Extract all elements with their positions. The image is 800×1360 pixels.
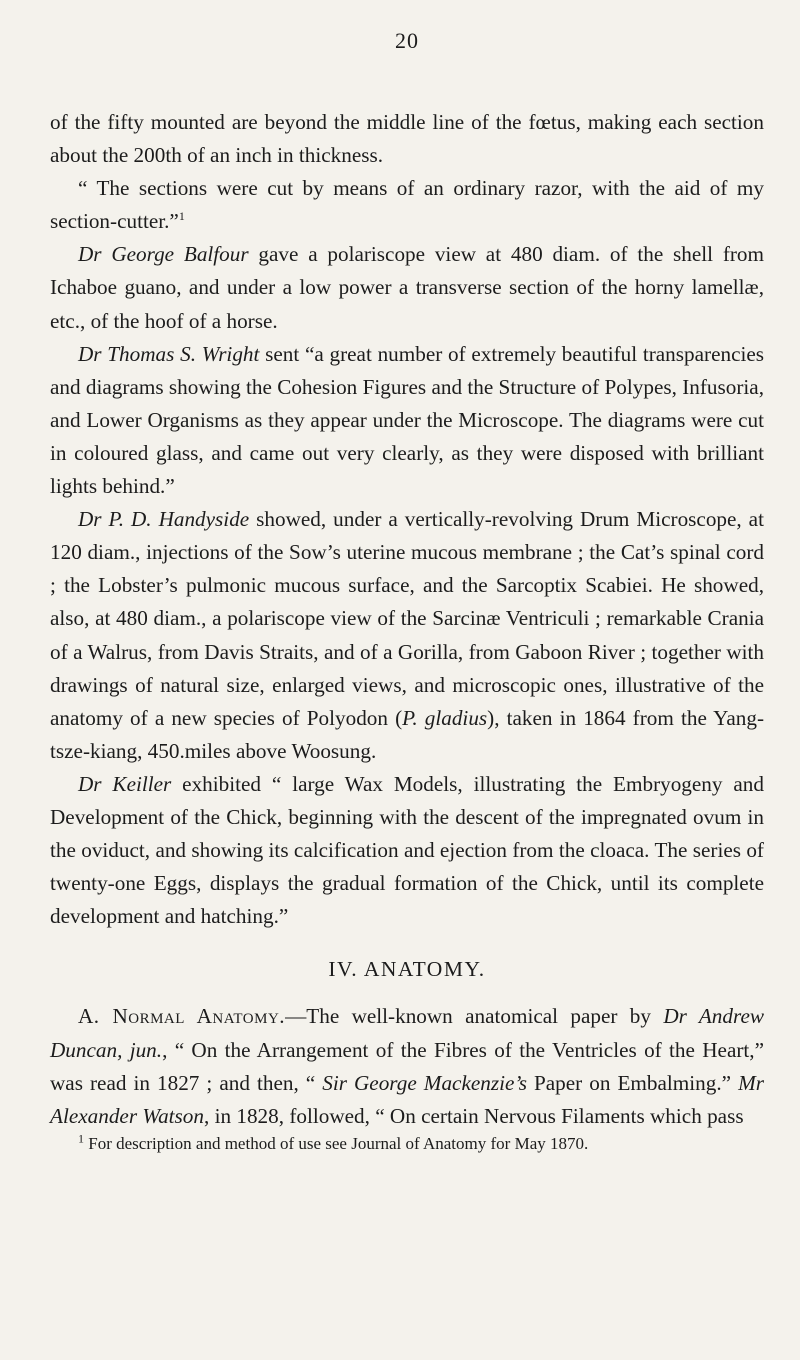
paragraph-handyside	[50, 503, 764, 768]
section-heading-anatomy: IV. ANATOMY.	[328, 957, 486, 982]
paragraph-text: —The well-known anatomical paper by	[285, 1004, 664, 1029]
paragraph-section-cutter-quote	[50, 172, 764, 238]
person-name: Dr George Balfour	[78, 242, 249, 267]
paragraph-keiller	[50, 768, 764, 933]
paragraph-text: showed, under a vertically-revolving Drum Microscope, at 120 diam., injections of the Sow’s uterine mucous membrane ; the Cat’s spinal cord ; the Lobster’s pulmonic mucous surface, and the Sarcoptix Scabiei. He showed, also, at 480 diam., a polariscope view of the Sarcinæ Ventriculi ; remarkable Crania of a Walrus, from Davis Straits, and of a Gorilla, from Gaboon River ; together with drawings of natural size, enlarged views, and microscopic ones, illustrative of the anatomy of a new species of Polyodon (	[50, 507, 764, 730]
footnote-reference: 1	[178, 209, 185, 224]
subsection-label: A. Normal Anatomy.	[78, 1004, 286, 1029]
paragraph-text: “ The sections were cut by means of an ordinary razor, with the aid of my section-cutter.”	[50, 176, 764, 234]
person-name: Dr Andrew Duncan, jun.	[50, 1004, 764, 1062]
footnote-text: For description and method of use see Journal of Anatomy for May 1870.	[84, 1133, 589, 1153]
footnote	[50, 1133, 764, 1155]
paragraph-text: , in 1828, followed, “ On certain Nervous Filaments which pass	[203, 1103, 744, 1128]
paragraph-text: , “ On the Arrangement of the Fibres of the Ventricles of the Heart,” was read in 1827 ; and then, “	[50, 1037, 764, 1095]
body-text	[50, 106, 764, 1155]
person-name: Sir George Mackenzie’s	[322, 1070, 527, 1095]
person-name: Dr Keiller	[78, 771, 172, 796]
paragraph-text: Paper on Embalming.”	[526, 1070, 739, 1095]
species-name: P. gladius	[402, 705, 488, 730]
paragraph-normal-anatomy	[50, 1000, 764, 1132]
paragraph-balfour	[50, 238, 764, 337]
person-name: Mr Alexander Watson	[50, 1070, 765, 1128]
paragraph-text: exhibited “ large Wax Models, illustrating the Embryogeny and Development of the Chick, beginning with the descent of the impregnated ovum in the oviduct, and showing its calcification and ejection from the cloaca. The series of twenty-one Eggs, displays the gradual formation of the Chick, until its complete development and hatching.”	[50, 771, 764, 929]
paragraph-text: of the fifty mounted are beyond the middle line of the fœtus, making each section about the 200th of an inch in thickness.	[50, 110, 764, 168]
page-number: 20	[395, 28, 419, 53]
footnote-mark: 1	[78, 1131, 84, 1146]
paragraph-fetus-sections	[50, 106, 764, 172]
person-name: Dr P. D. Handyside	[78, 507, 250, 532]
paragraph-text: sent “a great number of extremely beautiful transparencies and diagrams showing the Cohesion Figures and the Structure of Polypes, Infusoria, and Lower Organisms as they appear under the Microscope. The diagrams were cut in coloured glass, and came out very clearly, as they were disposed with brilliant lights behind.”	[50, 341, 765, 499]
paragraph-text: ), taken in 1864 from the Yang-tsze-kiang, 450.miles above Woosung.	[50, 705, 764, 763]
person-name: Dr Thomas S. Wright	[78, 341, 260, 366]
paragraph-text: gave a polariscope view at 480 diam. of the shell from Ichaboe guano, and under a low power a transverse section of the horny lamellæ, etc., of the hoof of a horse.	[50, 242, 764, 333]
paragraph-wright	[50, 338, 764, 503]
